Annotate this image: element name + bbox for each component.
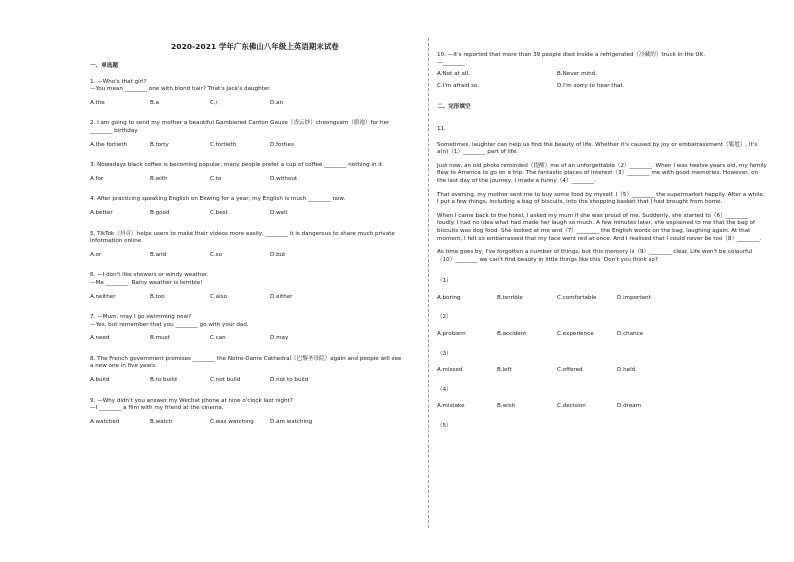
cloze-item <box>437 278 767 302</box>
cloze-paragraph: Just now, an old photo reminded（提醒）me of an unforgettable（2）________. When I was twelve years old, my family flew to America to go on a trip. The fantastic places of interest（3）________ me with good memories. However, on the last day of the journey, I made a funny（4）________. <box>437 162 767 184</box>
option-c[interactable]: C.fortieth <box>210 141 237 148</box>
question-line: 3. Nowadays black coffee is becoming popular, many people prefer a cup of coffee ________ nothing in it. <box>90 162 384 169</box>
question-line: 5. TikTok（抖音）helps users to make their videos more easily, ________ it is dangerous to share much private <box>90 230 395 237</box>
option-b[interactable]: B.to build <box>150 377 177 384</box>
option-b[interactable]: B.with <box>150 175 168 182</box>
cloze-paragraph: When I came back to the hotel, I asked my mum if she was proud of me. Suddenly, she started to（6）________ loudly. I had no idea what had made her laugh so much. A few minutes later, she explained to me that the bag of biscuits was dog food. She looked at me and（7）________ the English words on the bag, laughing again. At that moment, I felt so embarrassed that my face went red at once. And I realised that I could never be too（8）________. <box>437 212 762 242</box>
option-d[interactable]: D.chance <box>617 331 644 338</box>
option-d[interactable]: D.I'm sorry to hear that. <box>557 82 625 89</box>
option-row <box>90 142 420 150</box>
option-b[interactable]: B.a <box>150 99 160 106</box>
option-row <box>90 100 420 108</box>
option-d[interactable]: D.held <box>617 367 636 374</box>
cloze-number: 11. <box>437 125 446 132</box>
option-c[interactable]: C./ <box>210 99 218 106</box>
cloze-item-number: （3） <box>437 350 452 357</box>
option-d[interactable]: D.dream <box>617 403 642 410</box>
cloze-item-number: （4） <box>437 386 452 393</box>
option-a[interactable]: A.for <box>90 175 104 182</box>
option-d[interactable]: D.am watching <box>270 418 313 425</box>
question-line: 9. —Why didn't you answer my Wechat phone at nine o'clock last night? <box>90 397 293 404</box>
option-b[interactable]: B.wish <box>497 403 516 410</box>
cloze-items <box>437 278 767 430</box>
cloze-item <box>437 423 767 431</box>
option-c[interactable]: C.decision <box>557 403 586 410</box>
option-a[interactable]: A.the <box>90 99 105 106</box>
question-line: ________ birthday. <box>90 127 139 134</box>
option-row <box>90 294 420 302</box>
question-line: a new one in five years. <box>90 363 157 370</box>
question-7 <box>90 314 420 343</box>
cloze-item-number: （5） <box>437 423 452 430</box>
question-3 <box>90 162 420 183</box>
question-5 <box>90 231 420 260</box>
option-d[interactable]: D.but <box>270 251 286 258</box>
question-4 <box>90 196 420 217</box>
option-d[interactable]: D.well <box>270 209 288 216</box>
option-c[interactable]: C.I'm afraid so. <box>437 82 480 89</box>
option-row <box>90 377 420 385</box>
cloze-paragraph: As time goes by, I've forgotten a number of things, but this memory is（9）________ clear. Life won't be colourful（10）________ we can't find beauty in little things like this. Don't you think so? <box>437 249 753 263</box>
option-d[interactable]: D.not to build <box>270 377 309 384</box>
option-row <box>437 367 767 375</box>
option-b[interactable]: B.must <box>150 335 170 342</box>
option-grid <box>437 71 767 90</box>
option-d[interactable]: D.important <box>617 294 651 301</box>
question-line: —Yes, but remember that you ________ go with your dad. <box>90 321 249 328</box>
option-row <box>90 176 420 184</box>
option-d[interactable]: D.may <box>270 335 289 342</box>
option-row <box>90 210 420 218</box>
question-line: —I ________ a film with my friend at the cinema. <box>90 405 224 412</box>
option-a[interactable]: A.better <box>90 209 113 216</box>
option-c[interactable]: C.also <box>210 293 228 300</box>
cloze-item <box>437 351 767 375</box>
option-d[interactable]: D.forties <box>270 141 294 148</box>
option-a[interactable]: A.watched <box>90 418 120 425</box>
section-heading-cloze: 二、完形填空 <box>437 104 471 111</box>
option-a[interactable]: A.mistake <box>437 403 465 410</box>
question-line: —Me ________. Rainy weather is terrible! <box>90 279 203 286</box>
option-b[interactable]: B.forty <box>150 141 169 148</box>
cloze-paragraph: That evening, my mother sent me to buy some food by myself. I（5）________ the supermarket happily. After a while, I put a few things, including a bag of biscuits, into the shopping basket that I had brought from home. <box>437 191 765 206</box>
option-b[interactable]: B.terrible <box>497 294 523 301</box>
question-line: 10. —It's reported that more than 39 people died inside a refrigerated（冷藏的）truck in the UK. <box>437 52 705 58</box>
section-heading-single-choice: 一、单选题 <box>90 63 118 69</box>
question-6 <box>90 272 420 301</box>
cloze-item-number: （2） <box>437 314 452 321</box>
question-line: information online. <box>90 238 143 245</box>
option-b[interactable]: B.good <box>150 209 170 216</box>
option-b[interactable]: B.accident <box>497 331 527 338</box>
cloze-passage <box>437 142 767 265</box>
option-a[interactable]: A.boring <box>437 294 461 301</box>
option-c[interactable]: C.comfortable <box>557 294 597 301</box>
option-d[interactable]: D.either <box>270 293 293 300</box>
question-line: 4. After practicing speaking English on Ekwing for a year, my English is much ________ now. <box>90 196 346 203</box>
option-a[interactable]: A.or <box>90 251 102 258</box>
question-10 <box>437 52 767 90</box>
column-divider <box>428 38 429 528</box>
question-line: 7. —Mum, may I go swimming now? <box>90 314 192 321</box>
question-line: 8. The French government promises ________ the Notre-Dame Cathedral（巴黎圣母院）again and people will see <box>90 355 402 362</box>
question-line: 6. —I don't like showers or windy weather. <box>90 272 209 279</box>
option-c[interactable]: C.not build <box>210 377 241 384</box>
option-d[interactable]: D.without <box>270 175 298 182</box>
cloze-item <box>437 387 767 411</box>
question-1 <box>90 79 420 108</box>
option-c[interactable]: C.to <box>210 175 222 182</box>
right-column <box>437 52 767 431</box>
question-line: —You mean ________ one with blond hair? That's Jack's daughter. <box>90 86 271 93</box>
option-d[interactable]: D.an <box>270 99 284 106</box>
question-8 <box>90 356 420 385</box>
question-line: 1. —Who's that girl? <box>90 78 147 85</box>
option-row <box>90 252 420 260</box>
cloze-item <box>437 314 767 338</box>
cloze-item-number: （1） <box>437 278 452 285</box>
option-c[interactable]: C.so <box>210 251 223 258</box>
option-b[interactable]: B.too <box>150 293 165 300</box>
option-a[interactable]: A.need <box>90 335 110 342</box>
question-list <box>90 79 420 427</box>
question-9 <box>90 398 420 427</box>
question-2 <box>90 120 420 149</box>
option-a[interactable]: A.build <box>90 377 110 384</box>
option-row <box>90 419 420 427</box>
option-b[interactable]: B.and <box>150 251 167 258</box>
option-row <box>437 295 767 303</box>
option-c[interactable]: C.best <box>210 209 228 216</box>
option-c[interactable]: C.offered <box>557 367 583 374</box>
option-c[interactable]: C.experience <box>557 331 594 338</box>
question-line: —________ <box>437 59 465 66</box>
option-row <box>437 403 767 411</box>
option-c[interactable]: C.can <box>210 335 226 342</box>
option-a[interactable]: A.missed <box>437 367 463 374</box>
cloze-paragraph: Sometimes, laughter can help us find the beauty of life. Whether it's caused by joy or embarrassment（尴尬）, it's a(n)（1）________ part of life. <box>437 141 758 156</box>
question-line: 2. I am going to send my mother a beautiful Gambiered Canton Gauze（香云纱）cheongsam（旗袍）for her <box>90 120 390 127</box>
option-row <box>437 331 767 339</box>
option-a[interactable]: A.Not at all. <box>437 71 470 78</box>
option-b[interactable]: B.watch <box>150 418 173 425</box>
option-a[interactable]: A.problem <box>437 331 466 338</box>
exam-title: 2020-2021 学年广东佛山八年级上英语期末试卷 <box>171 42 339 51</box>
option-a[interactable]: A.the fortieth <box>90 141 128 148</box>
option-row <box>90 335 420 343</box>
option-a[interactable]: A.neither <box>90 293 116 300</box>
option-b[interactable]: B.left <box>497 367 512 374</box>
left-column <box>90 58 420 439</box>
option-c[interactable]: C.was watching <box>210 418 254 425</box>
option-b[interactable]: B.Never mind. <box>557 71 597 78</box>
